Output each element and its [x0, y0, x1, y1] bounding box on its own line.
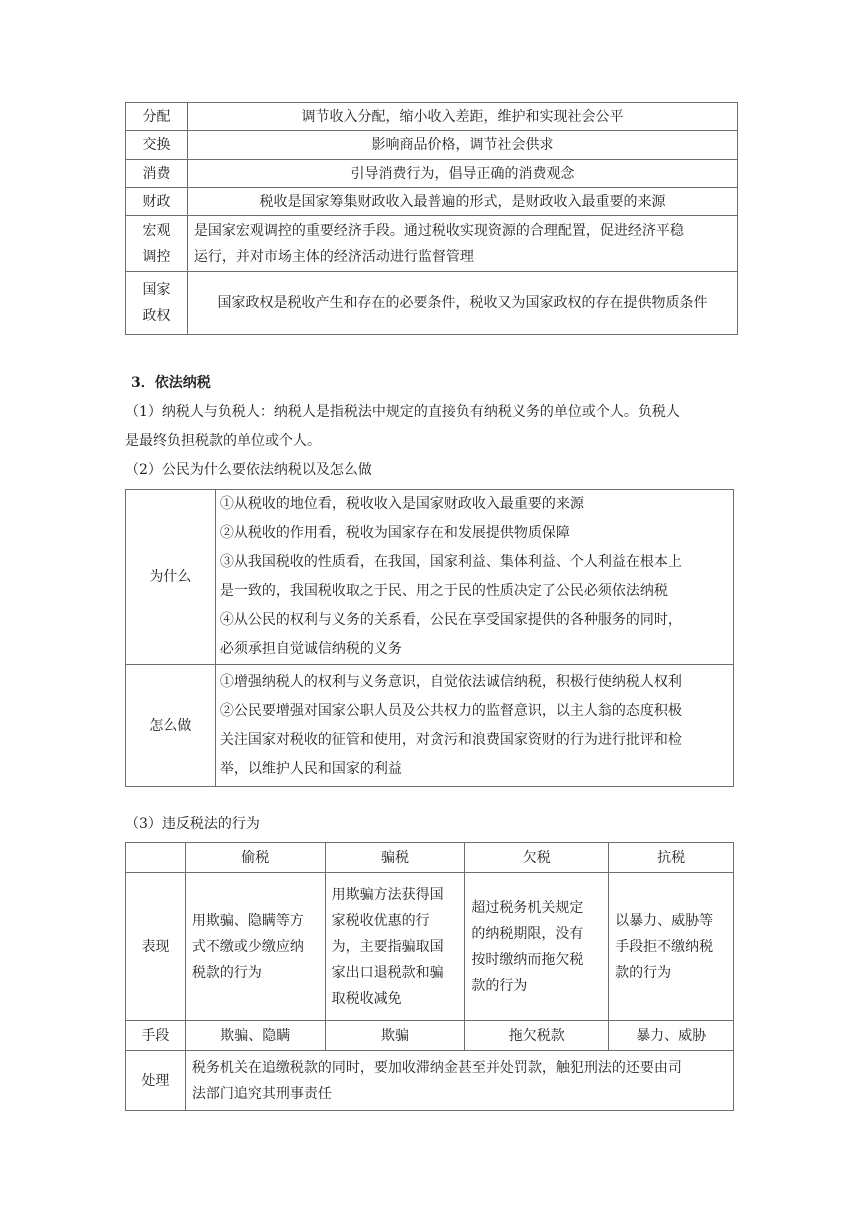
row-content: 是国家宏观调控的重要经济手段。通过税收实现资源的合理配置，促进经济平稳 运行，并对市场主体的经济活动进行监督管理	[187, 216, 737, 272]
tax-function-table	[125, 102, 738, 335]
paragraph-line: （1）纳税人与负税人：纳税人是指税法中规定的直接负有纳税义务的单位或个人。负税人	[125, 404, 680, 420]
paragraph-line: 是最终负担税款的单位或个人。	[125, 433, 321, 449]
table-header-row	[126, 843, 734, 873]
how-content: ①增强纳税人的权利与义务意识，自觉依法诚信纳税，积极行使纳税人权利 ②公民要增强对国家公职人员及公共权力的监督意识，以主人翁的态度积极 关注国家对税收的征管和使用，对贪污和浪费国家资财的行为进行批评和检 举，以维护人民和国家的利益	[215, 665, 733, 787]
section-heading: 3．依法纳税	[131, 375, 211, 391]
table-row	[126, 160, 738, 188]
table-row	[126, 490, 734, 665]
row-label: 消费	[126, 160, 188, 188]
row-content: 引导消费行为，倡导正确的消费观念	[187, 160, 737, 188]
why-label: 为什么	[126, 490, 216, 665]
cell: 税务机关在追缴税款的同时，要加收滞纳金甚至并处罚款，触犯刑法的还要由司 法部门追究其刑事责任	[185, 1051, 733, 1111]
header-cell: 欠税	[465, 843, 609, 873]
row-content: 影响商品价格，调节社会供求	[187, 131, 737, 160]
cell: 暴力、威胁	[609, 1021, 734, 1051]
row-label: 交换	[126, 131, 188, 160]
table-row	[126, 272, 738, 335]
table-row	[126, 216, 738, 272]
header-cell: 偷税	[185, 843, 325, 873]
row-content: 调节收入分配，缩小收入差距，维护和实现社会公平	[187, 103, 737, 131]
paragraph-line: （3）违反税法的行为	[125, 816, 260, 832]
paragraph-line: （2）公民为什么要依法纳税以及怎么做	[125, 462, 372, 478]
header-cell: 骗税	[325, 843, 465, 873]
row-label: 分配	[126, 103, 188, 131]
cell: 超过税务机关规定 的纳税期限，没有 按时缴纳而拖欠税 款的行为	[465, 873, 609, 1021]
table-row	[126, 1051, 734, 1111]
why-content: ①从税收的地位看，税收收入是国家财政收入最重要的来源 ②从税收的作用看，税收为国家存在和发展提供物质保障 ③从我国税收的性质看，在我国，国家利益、集体利益、个人利益在根本上 是一致的，我国税收取之于民、用之于民的性质决定了公民必须依法纳税 ④从公民的权利与义务的关系看，公民在享受国家提供的各种服务的同时， 必须承担自觉诚信纳税的义务	[215, 490, 733, 665]
header-cell: 抗税	[609, 843, 734, 873]
row-label: 财政	[126, 188, 188, 216]
why-how-table	[125, 489, 734, 787]
row-label: 处理	[126, 1051, 186, 1111]
how-label: 怎么做	[126, 665, 216, 787]
cell: 用欺骗方法获得国 家税收优惠的行 为，主要指骗取国 家出口退税款和骗 取税收减免	[325, 873, 465, 1021]
row-label: 宏观 调控	[126, 216, 188, 272]
table-row	[126, 1021, 734, 1051]
row-label: 表现	[126, 873, 186, 1021]
cell: 拖欠税款	[465, 1021, 609, 1051]
table-row	[126, 665, 734, 787]
table-row	[126, 131, 738, 160]
table-row	[126, 873, 734, 1021]
cell: 用欺骗、隐瞒等方 式不缴或少缴应纳 税款的行为	[185, 873, 325, 1021]
cell: 以暴力、威胁等 手段拒不缴纳税 款的行为	[609, 873, 734, 1021]
cell: 欺骗	[325, 1021, 465, 1051]
row-content: 税收是国家筹集财政收入最普遍的形式，是财政收入最重要的来源	[187, 188, 737, 216]
row-content: 国家政权是税收产生和存在的必要条件，税收又为国家政权的存在提供物质条件	[187, 272, 737, 335]
row-label: 手段	[126, 1021, 186, 1051]
tax-violation-table	[125, 842, 734, 1111]
table-row	[126, 103, 738, 131]
row-label: 国家 政权	[126, 272, 188, 335]
table-row	[126, 188, 738, 216]
cell: 欺骗、隐瞒	[185, 1021, 325, 1051]
header-empty-cell	[126, 843, 186, 873]
